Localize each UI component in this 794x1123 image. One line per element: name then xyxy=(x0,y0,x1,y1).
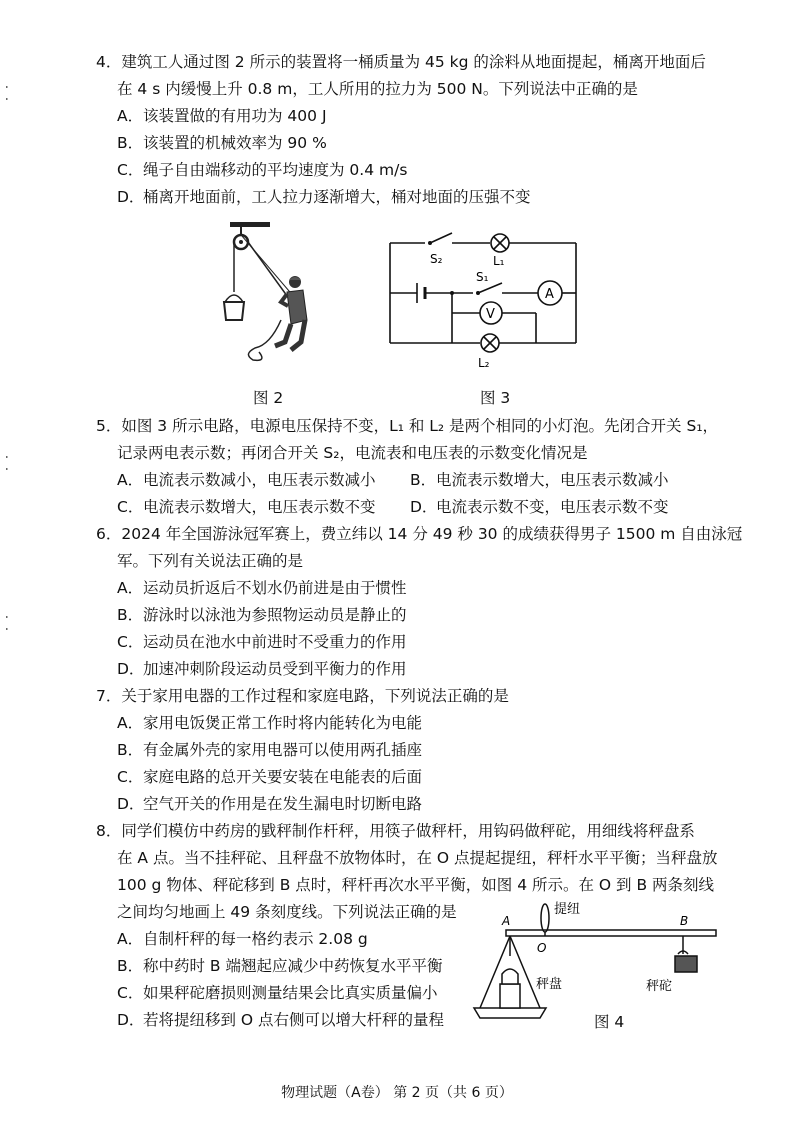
label-l1: L₁ xyxy=(493,254,505,268)
q6-option-c: C．运动员在池水中前进时不受重力的作用 xyxy=(117,633,407,651)
label-b: B xyxy=(680,914,689,928)
figure-2-pulley xyxy=(215,220,325,370)
q8-option-a: A．自制杆秤的每一格约表示 2.08 g xyxy=(117,930,368,948)
page-footer: 物理试题（A卷） 第 2 页（共 6 页） xyxy=(281,1085,513,1101)
label-s2: S₂ xyxy=(430,252,443,266)
q6-stem-line1: 6．2024 年全国游泳冠军赛上，费立纬以 14 分 49 秒 30 的成绩获得男子 1500 m 自由泳冠 xyxy=(96,525,743,543)
ammeter-symbol: A xyxy=(545,287,554,302)
q4-option-b: B．该装置的机械效率为 90 % xyxy=(117,134,327,152)
q7-option-b: B．有金属外壳的家用电器可以使用两孔插座 xyxy=(117,741,423,759)
q6-stem-line2: 军。下列有关说法正确的是 xyxy=(117,552,304,570)
q8-stem-line3: 100 g 物体、秤砣移到 B 点时，秤杆再次水平平衡，如图 4 所示。在 O 到 B 两条刻线 xyxy=(117,876,715,894)
figure-2-caption: 图 2 xyxy=(253,389,284,407)
voltmeter-symbol: V xyxy=(486,307,495,322)
q5-option-d: D．电流表示数不变，电压表示数不变 xyxy=(410,498,669,516)
q6-option-d: D．加速冲刺阶段运动员受到平衡力的作用 xyxy=(117,660,407,678)
q7-option-d: D．空气开关的作用是在发生漏电时切断电路 xyxy=(117,795,423,813)
label-tiniu: 提纽 xyxy=(554,902,581,917)
q4-stem-line1: 4．建筑工人通过图 2 所示的装置将一桶质量为 45 kg 的涂料从地面提起，桶离开地面后 xyxy=(96,53,706,71)
label-tuo: 秤砣 xyxy=(646,979,673,994)
q4-stem-line2: 在 4 s 内缓慢上升 0.8 m，工人所用的拉力为 500 N。下列说法中正确的是 xyxy=(117,80,638,98)
q8-option-c: C．如果秤砣磨损则测量结果会比真实质量偏小 xyxy=(117,984,438,1002)
q6-option-b: B．游泳时以泳池为参照物运动员是静止的 xyxy=(117,606,407,624)
figure-3-caption: 图 3 xyxy=(480,389,511,407)
q5-option-b: B．电流表示数增大，电压表示数减小 xyxy=(410,471,669,489)
label-l2: L₂ xyxy=(478,356,490,370)
q7-stem-line1: 7．关于家用电器的工作过程和家庭电路，下列说法正确的是 xyxy=(96,687,509,705)
figure-3-circuit xyxy=(380,225,590,375)
q7-option-a: A．家用电饭煲正常工作时将内能转化为电能 xyxy=(117,714,423,732)
label-a: A xyxy=(502,914,511,928)
q8-stem-line2: 在 A 点。当不挂秤砣、且秤盘不放物体时，在 O 点提起提纽，秤杆水平平衡；当秤盘放 xyxy=(117,849,718,867)
q8-stem-line4: 之间均匀地画上 49 条刻度线。下列说法正确的是 xyxy=(117,903,457,921)
q4-option-a: A．该装置做的有用功为 400 J xyxy=(117,107,327,125)
label-pan: 秤盘 xyxy=(536,977,563,992)
q5-stem-line1: 5．如图 3 所示电路，电源电压保持不变，L₁ 和 L₂ 是两个相同的小灯泡。先闭合开关 S₁， xyxy=(96,417,719,435)
q5-option-a: A．电流表示数减小，电压表示数减小 xyxy=(117,471,376,489)
label-s1: S₁ xyxy=(476,270,489,284)
q6-option-a: A．运动员折返后不划水仍前进是由于惯性 xyxy=(117,579,407,597)
label-o: O xyxy=(537,941,547,955)
q5-option-c: C．电流表示数增大，电压表示数不变 xyxy=(117,498,376,516)
q4-option-d: D．桶离开地面前，工人拉力逐渐增大，桶对地面的压强不变 xyxy=(117,188,531,206)
q8-option-b: B．称中药时 B 端翘起应减少中药恢复水平平衡 xyxy=(117,957,443,975)
q4-option-c: C．绳子自由端移动的平均速度为 0.4 m/s xyxy=(117,161,408,179)
figure-4-caption: 图 4 xyxy=(594,1013,625,1031)
q5-stem-line2: 记录两电表示数；再闭合开关 S₂，电流表和电压表的示数变化情况是 xyxy=(117,444,588,462)
q8-stem-line1: 8．同学们模仿中药房的戥秤制作杆秤，用筷子做秤杆，用钩码做秤砣，用细线将秤盘系 xyxy=(96,822,695,840)
q8-option-d: D．若将提纽移到 O 点右侧可以增大杆秤的量程 xyxy=(117,1011,445,1029)
q7-option-c: C．家庭电路的总开关要安装在电能表的后面 xyxy=(117,768,423,786)
binding-margin-dots xyxy=(6,86,8,646)
